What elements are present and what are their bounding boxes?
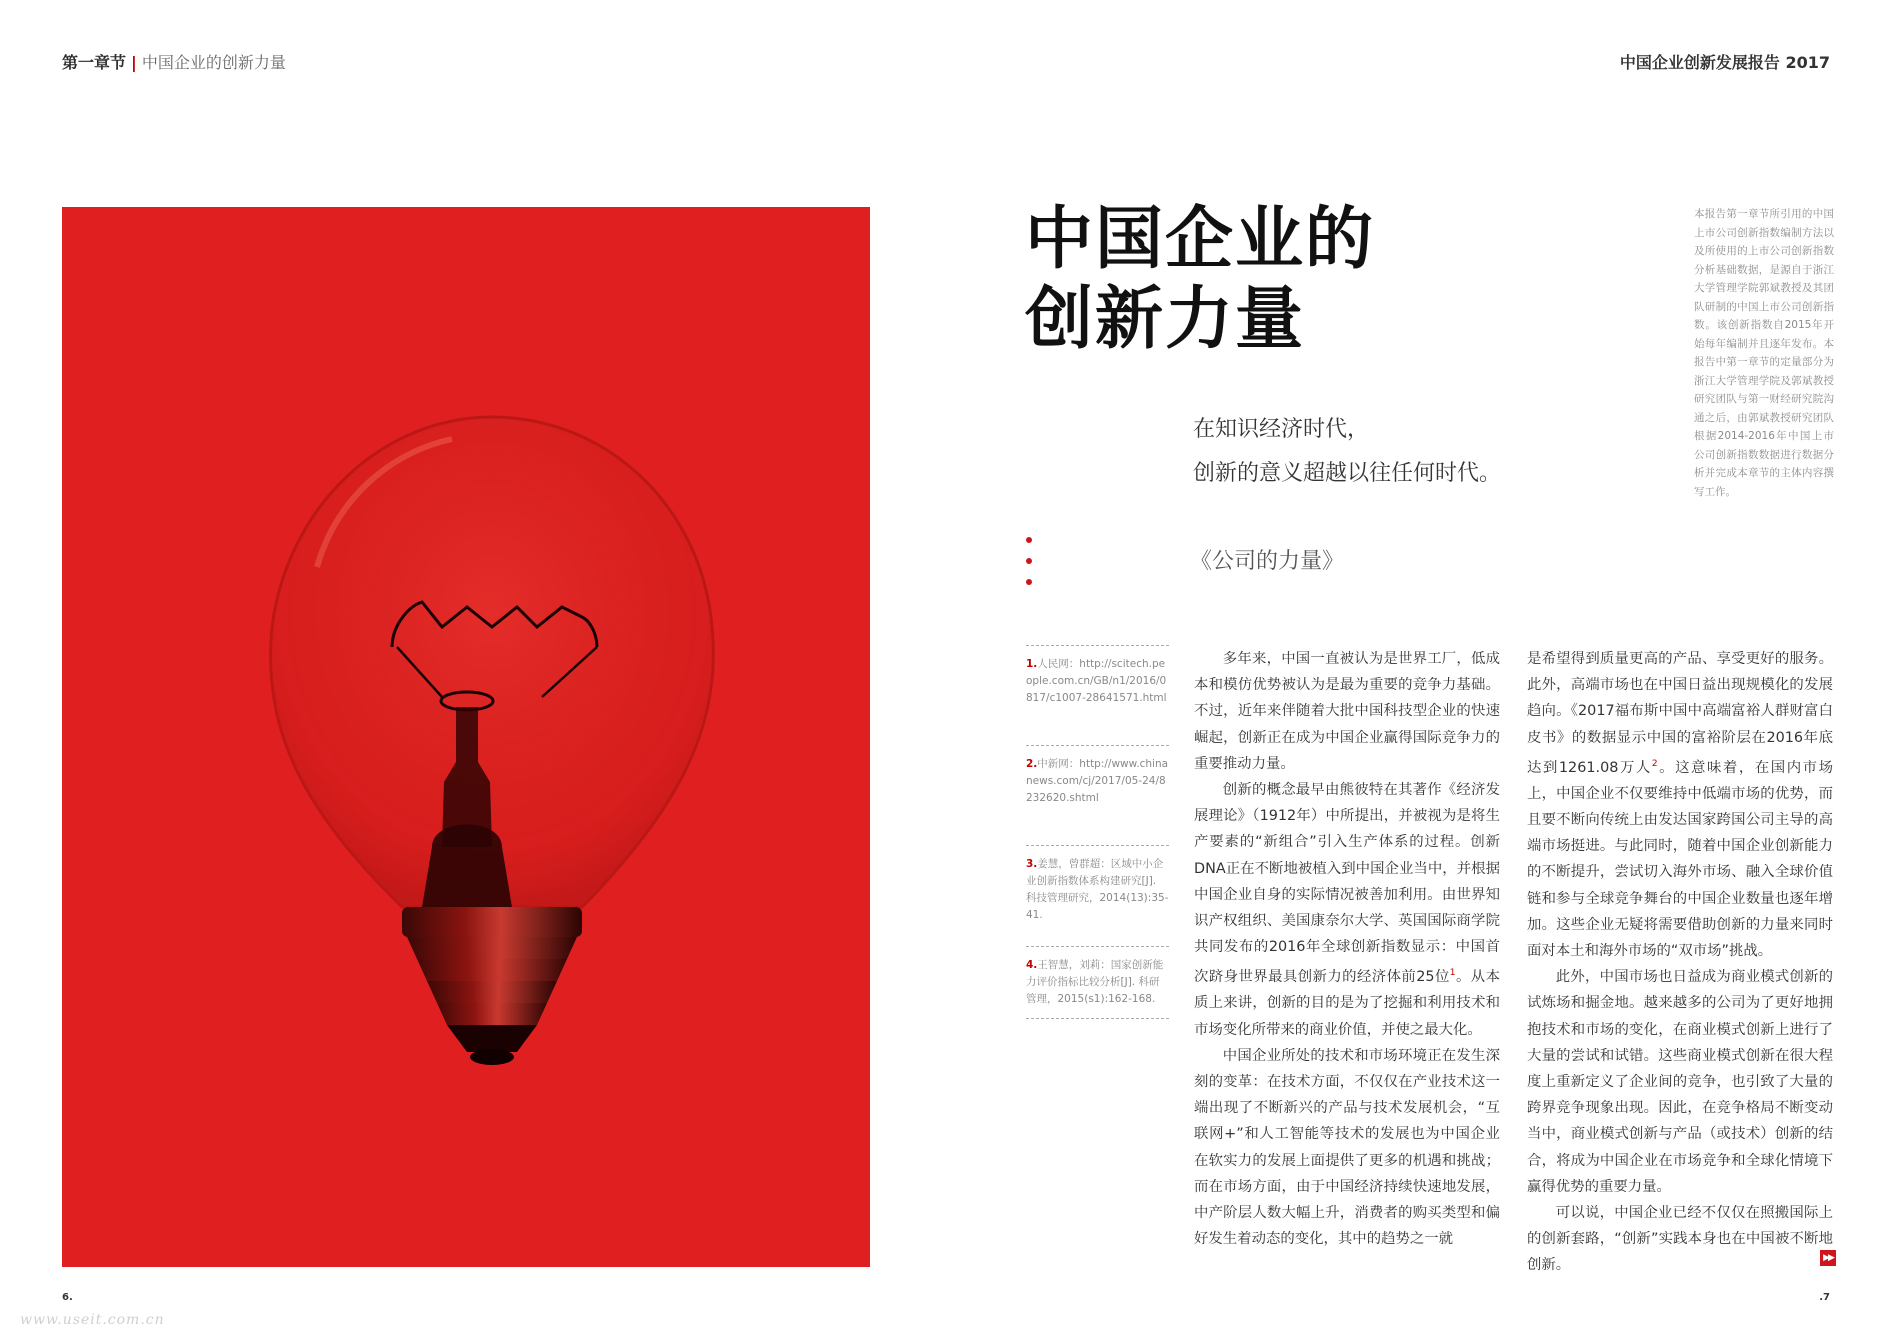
reference-number: 4. (1026, 959, 1038, 971)
body-paragraph: 可以说，中国企业已经不仅仅在照搬国际上的创新套路，“创新”实践本身也在中国被不断地创新。 (1527, 1205, 1833, 1274)
next-page-icon: ▶▶ (1820, 1250, 1836, 1266)
body-paragraph: 中国企业所处的技术和市场环境正在发生深刻的变革：在技术方面，不仅仅在产业技术这一端出现了不断新兴的产品与技术发展机会，“互联网+”和人工智能等技术的发展也为中国企业在软实力的发展上面提供了更多的机遇和挑战；而在市场方面，由于中国经济持续快速地发展，中产阶层人数大幅上升，消费者的购买类型和偏好发生着动态的变化，其中的趋势之一就 (1194, 1047, 1500, 1248)
watermark: www.useit.com.cn (20, 1312, 165, 1328)
page-number-left: 6. (62, 1292, 73, 1303)
body-paragraph (1194, 777, 1500, 1043)
body-text: 。从本质上来讲，创新的目的是为了挖掘和利用技术和市场变化所带来的商业价值，并使之最大化。 (1194, 969, 1500, 1038)
side-note: 本报告第一章节所引用的中国上市公司创新指数编制方法以及所使用的上市公司创新指数分析基础数据，是源自于浙江大学管理学院郭斌教授及其团队研制的中国上市公司创新指数。该创新指数自2015年开始每年编制并且逐年发布。本报告中第一章节的定量部分为浙江大学管理学院及郭斌教授研究团队与第一财经研究院沟通之后，由郭斌教授研究团队根据2014-2016年中国上市公司创新指数数据进行数据分析并完成本章节的主体内容撰写工作。 (1694, 208, 1834, 498)
section-label: 中国企业的创新力量 (141, 53, 286, 72)
body-text: 创新的概念最早由熊彼特在其著作《经济发展理论》（1912年）中所提出，并被视为是将生产要素的“新组合”引入生产体系的过程。创新DNA正在不断地被植入到中国企业当中，并根据中国企业自身的实际情况被善加利用。由世界知识产权组织、美国康奈尔大学、英国国际商学院共同发布的2016年全球创新指数显示：中国首次跻身世界最具创新力的经济体前25位 (1194, 782, 1500, 986)
report-title: 中国企业创新发展报告 2017 (1619, 53, 1830, 72)
reference-item (1026, 845, 1169, 934)
body-paragraph: 此外，中国市场也日益成为商业模式创新的试炼场和掘金地。越来越多的公司为了更好地拥抱技术和市场的变化，在商业模式创新上进行了大量的尝试和试错。这些商业模式创新在很大程度上重新定义了企业间的竞争，也引致了大量的跨界竞争现象出现。因此，在竞争格局不断变动当中，商业模式创新与产品（或技术）创新的结合，将成为中国企业在市场竞争和全球化情境下赢得优势的重要力量。 (1527, 969, 1833, 1195)
title-line-1: 中国企业的 (1025, 200, 1376, 279)
reference-text: 姜慧，曾群超：区域中小企业创新指数体系构建研究[J]. 科技管理研究，2014(13):35-41. (1026, 858, 1169, 921)
body-column-2 (1527, 646, 1833, 1279)
bullet-dot (1026, 579, 1032, 585)
footnote-ref: 2 (1651, 758, 1658, 769)
bullet-dot (1026, 558, 1032, 564)
body-column-1 (1194, 646, 1500, 1252)
reference-text: 中新网：http://www.chinanews.com/cj/2017/05-24/8232620.shtml (1026, 758, 1169, 804)
references (1026, 645, 1169, 1020)
reference-item (1026, 645, 1169, 717)
body-text: 。这意味着，在国内市场上，中国企业不仅要维持中低端市场的优势，而且要不断向传统上由发达国家跨国公司主导的高端市场挺进。与此同时，随着中国企业创新能力的不断提升，尝试切入海外市场、融入全球价值链和参与全球竞争舞台的中国企业数量也逐年增加。这些企业无疑将需要借助创新的力量来同时面对本土和海外市场的“双市场”挑战。 (1527, 759, 1833, 960)
lede-line-2: 创新的意义超越以往任何时代。 (1193, 461, 1502, 486)
page-title (1025, 200, 1375, 360)
body-paragraph: 多年来，中国一直被认为是世界工厂，低成本和模仿优势被认为是最为重要的竞争力基础。不过，近年来伴随着大批中国科技型企业的快速崛起，创新正在成为中国企业赢得国际竞争力的重要推动力量。 (1194, 651, 1500, 772)
book-title: 《公司的力量》 (1190, 549, 1345, 574)
reference-number: 2. (1026, 758, 1038, 770)
lede-line-1: 在知识经济时代， (1193, 417, 1370, 442)
reference-number: 3. (1026, 858, 1038, 870)
lightbulb-photo (62, 207, 870, 1267)
reference-number: 1. (1026, 658, 1038, 670)
running-header-left (62, 50, 286, 73)
reference-text: 人民网：http://scitech.people.com.cn/GB/n1/2016/0817/c1007-28641571.html (1026, 658, 1167, 704)
lede-quote (1193, 408, 1501, 496)
chapter-label: 第一章节 (62, 53, 127, 72)
bullet-dot (1026, 537, 1032, 543)
body-paragraph (1527, 646, 1833, 964)
page-number-right: .7 (1819, 1292, 1830, 1303)
reference-item (1026, 745, 1169, 817)
footnote-ref: 1 (1449, 968, 1456, 979)
title-line-2: 创新力量 (1025, 280, 1306, 359)
reference-item (1026, 946, 1169, 1018)
reference-text: 王智慧，刘莉：国家创新能力评价指标比较分析[J]. 科研管理，2015(s1):162-168. (1026, 959, 1164, 1005)
reference-divider (1026, 1018, 1169, 1020)
header-separator: | (131, 53, 137, 72)
body-text: 是希望得到质量更高的产品、享受更好的服务。此外，高端市场也在中国日益出现规模化的发展趋向。《2017福布斯中国中高端富裕人群财富白皮书》的数据显示中国的富裕阶层在2016年底达到1261.08万人 (1527, 651, 1833, 776)
